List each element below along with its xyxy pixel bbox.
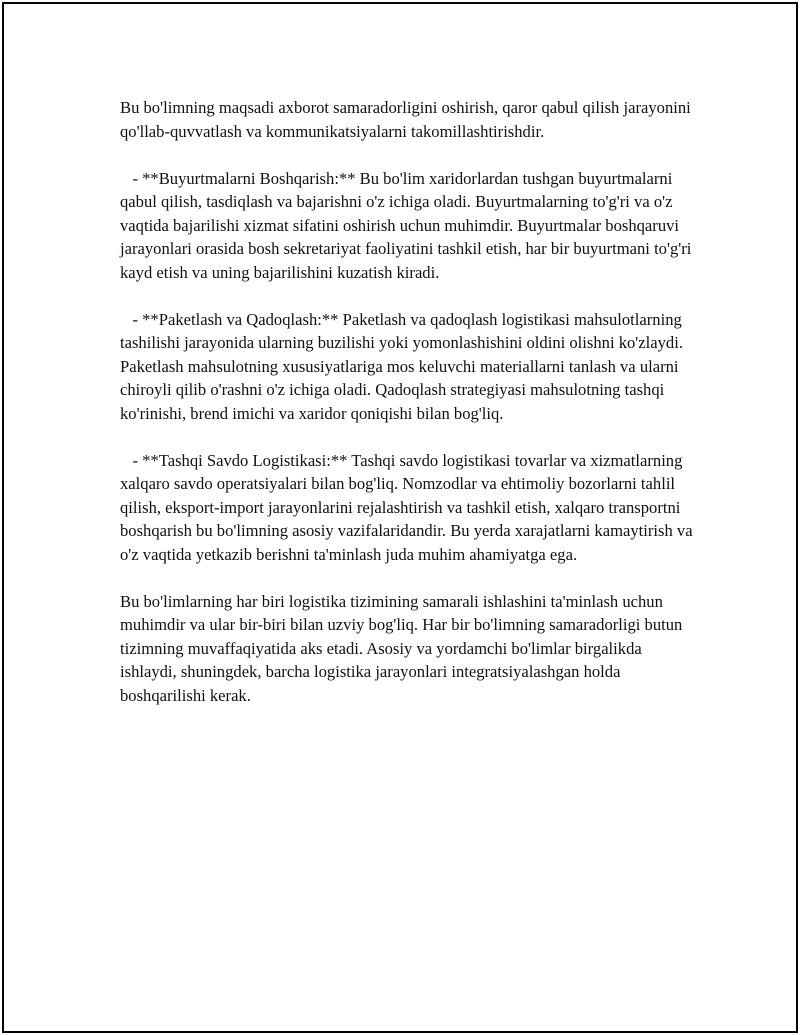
document-body — [120, 96, 700, 731]
intro-paragraph: Bu bo'limning maqsadi axborot samaradorligini oshirish, qaror qabul qilish jarayonini qo'llab-quvvatlash va kommunikatsiyalarni takomillashtirishdir. — [120, 98, 695, 141]
orders-management-paragraph: - **Buyurtmalarni Boshqarish:** Bu bo'lim xaridorlardan tushgan buyurtmalarni qabul qilish, tasdiqlash va bajarishni o'z ichiga oladi. Buyurtmalarning to'g'ri va o'z vaqtida bajarilishi xizmat sifatini oshirish uchun muhimdir. Buyurtmalar boshqaruvi jarayonlari orasida bosh sekretariyat faoliyatini tashkil etish, har bir buyurtmani to'g'ri kayd etish va uning bajarilishini kuzatish kiradi. — [120, 168, 696, 282]
conclusion-paragraph: Bu bo'limlarning har biri logistika tizimining samarali ishlashini ta'minlash uchun muhimdir va ular bir-biri bilan uzviy bog'liq. Har bir bo'limning samaradorligi butun tizimning muvaffaqiyatida aks etadi. Asosiy va yordamchi bo'limlar birgalikda ishlaydi, shuningdek, barcha logistika jarayonlari integratsiyalashgan holda boshqarilishi kerak. — [120, 591, 687, 705]
page-frame — [2, 2, 798, 1033]
packaging-paragraph: - **Paketlash va Qadoqlash:** Paketlash va qadoqlash logistikasi mahsulotlarning tashilishi jarayonida ularning buzilishi yoki yomonlashishini oldini olishni ko'zlaydi. Paketlash mahsulotning xususiyatlariga mos keluvchi materiallarni tanlash va ularni chiroyli qilib o'rashni o'z ichiga oladi. Qadoqlash strategiyasi mahsulotning tashqi ko'rinishi, brend imichi va xaridor qoniqishi bilan bog'liq. — [120, 309, 688, 423]
foreign-trade-logistics-paragraph: - **Tashqi Savdo Logistikasi:** Tashqi savdo logistikasi tovarlar va xizmatlarning xalqaro savdo operatsiyalari bilan bog'liq. Nomzodlar va ehtimoliy bozorlarni tahlil qilish, eksport-import jarayonlarini rejalashtirish va tashkil etish, xalqaro transportni boshqarish bu bo'limning asosiy vazifalaridandir. Bu yerda xarajatlarni kamaytirish va o'z vaqtida yetkazib berishni ta'minlash juda muhim ahamiyatga ega. — [120, 450, 697, 564]
